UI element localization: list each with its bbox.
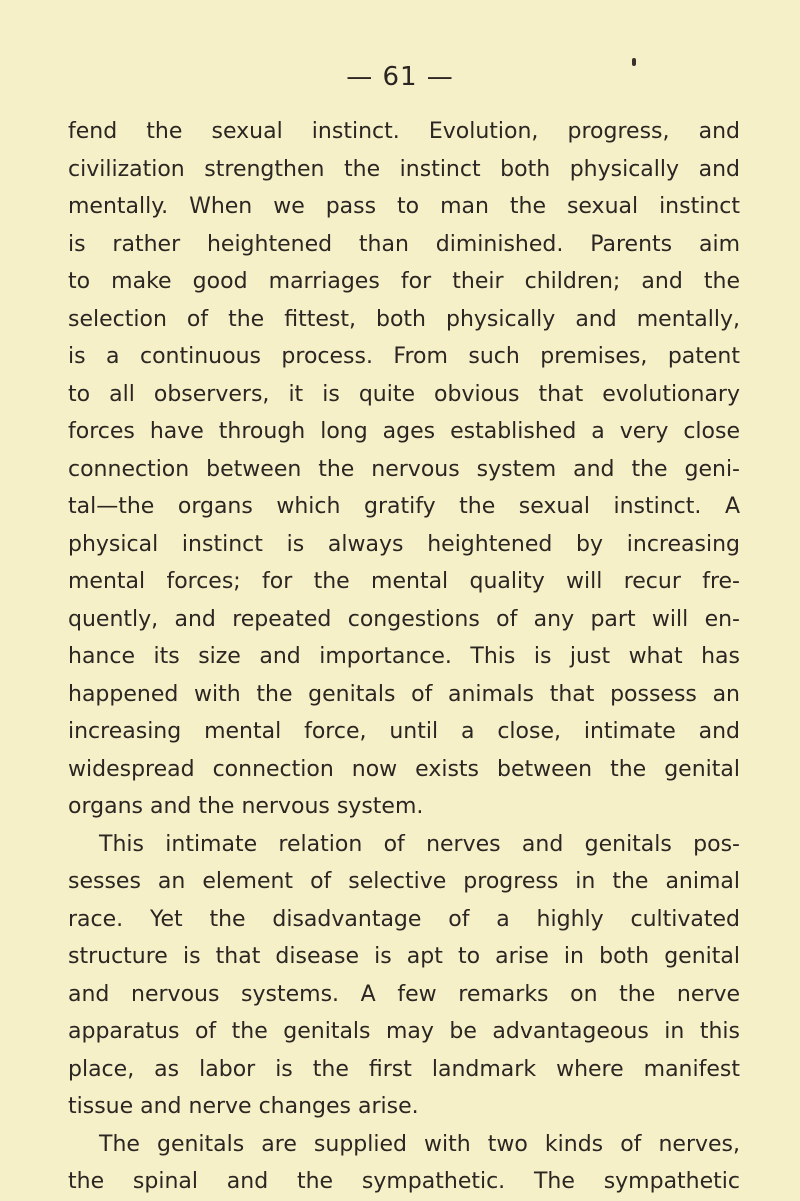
page-number: — 61 —	[346, 62, 454, 92]
text-line: widespread connection now exists between the genital	[68, 756, 740, 782]
text-line: The genitals are supplied with two kinds of nerves,	[99, 1131, 740, 1157]
text-line: organs and the nervous system.	[68, 794, 424, 819]
text-line: is rather heightened than diminished. Parents aim	[68, 231, 740, 257]
text-line: race. Yet the disadvantage of a highly cultivated	[68, 906, 740, 932]
text-line: apparatus of the genitals may be advantageous in this	[68, 1019, 740, 1044]
text-line: physical instinct is always heightened by increasing	[68, 531, 740, 557]
text-line: civilization strengthen the instinct both physically and	[68, 156, 740, 182]
text-line: mentally. When we pass to man the sexual instinct	[68, 194, 740, 219]
text-line: and nervous systems. A few remarks on the nerve	[68, 981, 740, 1007]
text-line: selection of the fittest, both physically and mentally,	[68, 306, 740, 332]
text-line: happened with the genitals of animals that possess an	[68, 681, 740, 707]
text-line: tal—the organs which gratify the sexual instinct. A	[68, 494, 740, 519]
text-line: mental forces; for the mental quality will recur fre-	[68, 569, 740, 594]
text-line: This intimate relation of nerves and genitals pos-	[99, 831, 740, 857]
body-text	[68, 113, 740, 1201]
text-line: hance its size and importance. This is just what has	[68, 644, 740, 669]
text-line: connection between the nervous system and the geni-	[68, 456, 740, 482]
text-line: increasing mental force, until a close, intimate and	[68, 719, 740, 744]
text-line: quently, and repeated congestions of any part will en-	[68, 606, 740, 632]
text-line: structure is that disease is apt to arise in both genital	[68, 944, 740, 969]
text-line: tissue and nerve changes arise.	[68, 1094, 419, 1119]
text-line: the spinal and the sympathetic. The sympathetic	[68, 1169, 740, 1194]
text-line: to make good marriages for their children; and the	[68, 269, 740, 294]
text-line: is a continuous process. From such premises, patent	[68, 344, 740, 369]
text-line: forces have through long ages established a very close	[68, 419, 740, 444]
text-line: sesses an element of selective progress in the animal	[68, 869, 740, 894]
text-line: fend the sexual instinct. Evolution, progress, and	[68, 119, 740, 144]
text-line: to all observers, it is quite obvious that evolutionary	[68, 381, 740, 407]
text-line: place, as labor is the first landmark where manifest	[68, 1056, 740, 1082]
